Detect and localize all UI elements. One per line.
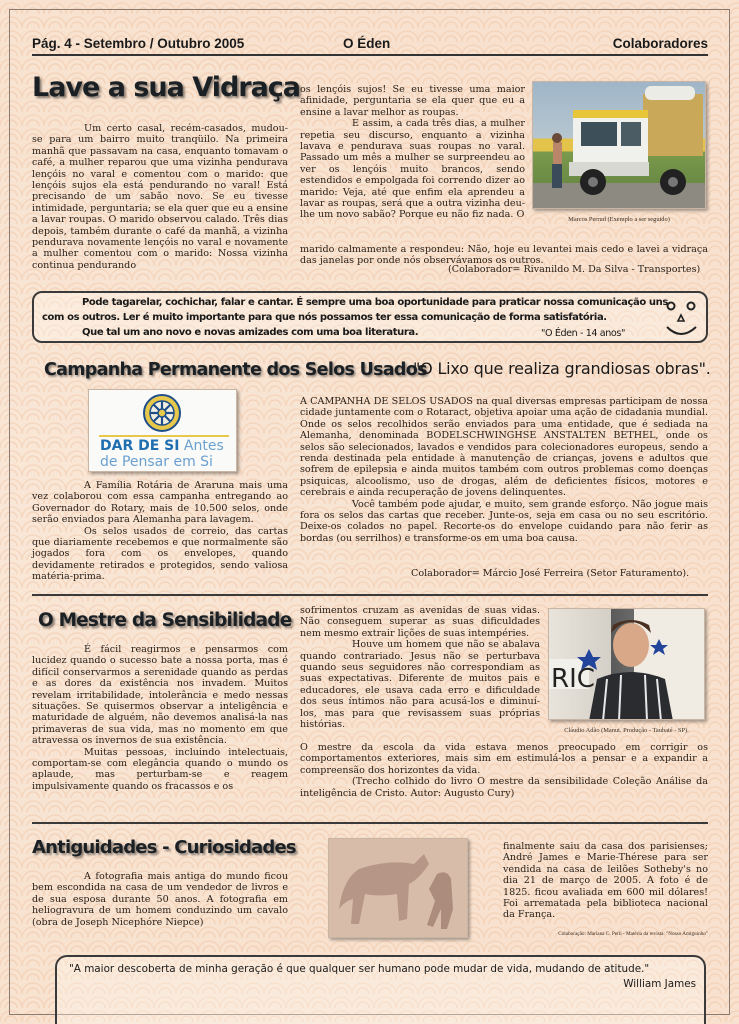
quote-box [55, 955, 706, 1024]
article2-paragraph: A CAMPANHA DE SELOS USADOS na qual diversas empresas participam de nossa cidade juntamente com o Rotaract, objetiva apoiar uma ação de cidadania mundial. Onde os selos recolhidos serão enviados para uma entidade, que é sediada na Alemanha, denominada BODELSCHWINGHSE ANSTALTEN BETHEL, onde os selos são selecionados, lavados e vendidos para colecionadores europeus, sendo a renda destinada pela entidade à manutenção de crianças, jovens e adultos que sofrem de epilepsia e ainda muitos também com outros problemas como doenças psiquicas, alcoolismo, uso de drogas, além de deficientes físicos, motores e cerebrais e ainda recuperação de jovens delinquentes. [300, 396, 708, 499]
rotary-wheel-icon [142, 393, 182, 433]
article3-paragraph: Muitas pessoas, incluindo intelectuais, comportam-se com elegância quando o mundo os aplaude, mas perturbam-se e reagem impulsivamente quando os fracassos e os [32, 746, 288, 792]
newsletter-name: O Éden [343, 36, 391, 51]
quote-text: "A maior descoberta de minha geração é que qualquer ser humano pode mudar de vida, mudando de atitude." [69, 963, 650, 975]
section-name: Colaboradores [612, 36, 708, 51]
svg-text:RIC: RIC [551, 664, 595, 694]
oldest-photo [328, 838, 468, 938]
article2-subtitle: "O Lixo que realiza grandiosas obras". [413, 359, 711, 378]
notice-line-3: Que tal um ano novo e novas amizades com uma boa literatura. [82, 327, 419, 338]
horse-illustration [329, 839, 468, 938]
article2-left [32, 480, 288, 583]
article1-paragraph: E assim, a cada três dias, a mulher repetia seu discurso, enquanto a vizinha lavava e pendurava suas roupas no varal. Passado um mês a mulher se surpreendeu ao ver os lençóis muito brancos, sendo estendidos e empolgada foi correndo dizer ao marido: Veja, até que enfim ela aprendeu a lavar as roupas, será que a outra vizinha deu-lhe um novo sabão? Porque eu não fiz nada. O [300, 118, 525, 221]
article1-paragraph: Um certo casal, recém-casados, mudou-se para um bairro muito tranqüilo. Na primeira manhã que passavam na casa, enquanto tomavam o café, a mulher reparou que uma vizinha pendurava lençóis no varal e comentou com o marido: que lençóis sujos ela está pendurando no varal! Está precisando de um sabão novo. Se eu tivesse intimidade, perguntaria; se ela quer que eu a ensine a lavar roupas. O marido observou calado. Três dias depois, também durante o café da manhã, a vizinha pendurava novamente lençóis no varal e novamente a mulher comentou com o marido: Nossa vizinha continua pendurando [32, 123, 288, 271]
article4-paragraph: finalmente saiu da casa dos parisienses; André James e Marie-Thérese para ser vendida na casa de leilões Sotheby's no dia 21 de março de 2005. A foto é de 1825. ficou avaliada em 600 mil dólares! Foi arrematada pela biblioteca nacional da França. [503, 841, 708, 921]
article3-paragraph: Houve um homem que não se abalava quando contrariado. Jesus não se perturbava quando seus seguidores não correspondiam as suas expectativas. Diferente de muitos pais e educadores, ele usava cada erro e dificuldade dos seus íntimos não para acusá-los e diminuí-los, mas para que revisassem suas próprias histórias. [300, 639, 540, 731]
logo-slogan [100, 438, 224, 470]
article1-col1 [32, 123, 288, 271]
truck-photo [532, 81, 706, 209]
logo-slogan-light: Antes [183, 438, 224, 454]
man-photo [548, 608, 705, 720]
page-info: Pág. 4 - Setembro / Outubro 2005 [32, 36, 245, 51]
man-illustration [549, 609, 705, 720]
quote-author: William James [623, 978, 696, 990]
article1-col2 [300, 84, 525, 221]
article-title-vidraca: Lave a sua Vidraça [32, 72, 301, 103]
notice-line-2: com os outros. Ler é muito importante para que nós possamos ter essa comunicação de forma satisfatória. [42, 312, 607, 323]
article2-signature: Colaborador= Márcio José Ferreira (Setor Faturamento). [411, 568, 690, 579]
article2-paragraph: A Família Rotária de Araruna mais uma vez colaborou com essa campanha entregando ao Governador do Rotary, mais de 10.500 selos, onde serão enviados para Alemanha para lavagem. [32, 480, 288, 526]
truck-photo-caption: Marcos Perrud (Exemplo a ser seguido) [568, 216, 670, 223]
article4-credit: Colaboração: Mariana C. Perli - Matéria da revista: "Nosso Amiguinho" [558, 931, 708, 937]
article2-right [300, 396, 708, 544]
article3-right [300, 605, 540, 730]
article4-right [503, 841, 708, 921]
article4-left [32, 871, 288, 928]
section-divider [32, 594, 708, 596]
article3-left [32, 644, 288, 792]
notice-box [32, 291, 708, 343]
logo-slogan-line2: de Pensar em Si [100, 454, 213, 470]
article2-paragraph: Você também pode ajudar, e muito, sem grande esforço. Não jogue mais fora os selos das cartas que receber. Junte-os, seja em casa ou no seu escritório. Deixe-os colados no papel. Recorte-os do envelope cuidando para não ferir as bordas (ou serrilhos) e transforme-os em uma boa causa. [300, 498, 708, 544]
smiley-face-icon [662, 297, 702, 341]
section-divider [32, 822, 708, 824]
article-title-mestre: O Mestre da Sensibilidade [38, 610, 292, 631]
logo-slogan-bold: DAR DE SI [100, 438, 180, 454]
article-title-antiguidades: Antiguidades - Curiosidades [32, 837, 296, 858]
article3-full [300, 742, 708, 799]
article1-signature: (Colaborador= Rivanildo M. Da Silva - Transportes) [448, 264, 701, 275]
article1-paragraph: os lençóis sujos! Se eu tivesse uma maior afinidade, perguntaria se ela quer que eu a ensine a lavar melhor as roupas. [300, 84, 525, 118]
logo-divider [99, 435, 229, 437]
rotary-logo [88, 389, 237, 472]
page-header [32, 36, 708, 56]
article3-paragraph: sofrimentos cruzam as avenidas de suas vidas. Não conseguem superar as suas dificuldades nem mesmo extrair lições de suas intempéries. [300, 605, 540, 639]
article-title-selos: Campanha Permanente dos Selos Usados [44, 360, 427, 380]
man-photo-caption: Cláudio Adão (Manut. Produção - Taubaté - SP). [564, 727, 689, 734]
article4-paragraph: A fotografia mais antiga do mundo ficou bem escondida na casa de um vendedor de livros e de sua esposa durante 50 anos. A fotografia em heliogravura de um homem conduzindo um cavalo (obra de Joseph Nicephóre Niepce) [32, 871, 288, 928]
truck-illustration [533, 82, 706, 209]
notice-signature: "O Éden - 14 anos" [541, 328, 626, 339]
article3-paragraph: O mestre da escola da vida estava menos preocupado em corrigir os comportamentos exteriores, mais sim em estimulá-los a pensar e a expandir a compreensão dos horizontes da vida. [300, 742, 708, 776]
article3-source: (Trecho colhido do livro O mestre da sensibilidade Coleção Análise da inteligência de Cristo. Autor: Augusto Cury) [300, 776, 708, 799]
article2-paragraph: Os selos usados de correio, das cartas que diariamente recebemos e que normalmente são jogados fora com os envelopes, quando devidamente retirados e protegidos, sendo valiosa matéria-prima. [32, 525, 288, 583]
notice-line-1: Pode tagarelar, cochichar, falar e cantar. É sempre uma boa oportunidade para praticar nossa comunicação uns [82, 297, 668, 308]
article1-paragraph: marido calmamente a respondeu: Não, hoje eu levantei mais cedo e lavei a vidraça das janelas por onde nós observávamos os outros. [300, 244, 708, 267]
article3-paragraph: É fácil reagirmos e pensarmos com lucidez quando o sucesso bate a nossa porta, mas é difícil conservarmos a serenidade quando as perdas e as dores da existência nos invadem. Muitos revelam irritabilidade, intolerância e medo nessas situações. Se quisermos observar a inteligência e maturidade de alguém, não devemos analisá-la nas primaveras de sua vida, mas no momento em que atravessa os invernos de sua existência. [32, 644, 288, 747]
